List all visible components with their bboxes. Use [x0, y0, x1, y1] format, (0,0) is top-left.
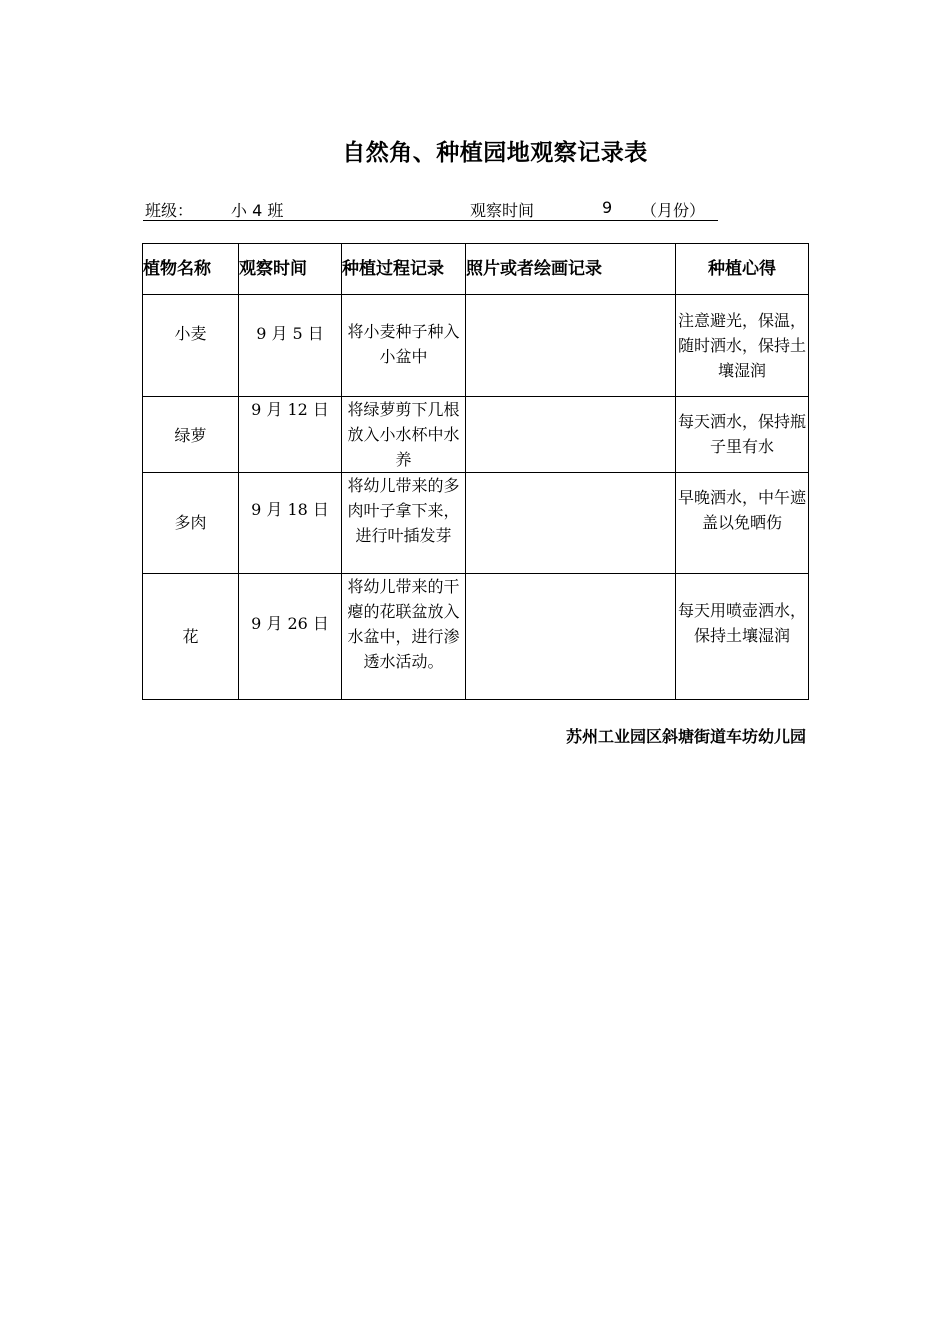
- header-photo-record: 照片或者绘画记录: [466, 244, 676, 295]
- cell-plant: 绿萝: [143, 397, 239, 473]
- cell-photo: [466, 397, 676, 473]
- table-row: [143, 295, 809, 397]
- observation-time-label: 观察时间: [470, 201, 535, 220]
- class-value: 小 4 班: [231, 201, 284, 220]
- cell-plant: 小麦: [143, 295, 239, 397]
- cell-photo: [466, 574, 676, 700]
- cell-date: 9 月 18 日: [239, 473, 342, 574]
- header-notes: 种植心得: [676, 244, 809, 295]
- cell-notes: 每天用喷壶洒水，保持土壤湿润: [676, 574, 809, 700]
- cell-process: 将小麦种子种入小盆中: [342, 295, 466, 397]
- cell-notes: 早晚洒水，中午遮盖以免晒伤: [676, 473, 809, 574]
- table-row: [143, 473, 809, 574]
- header-plant-name: 植物名称: [143, 244, 239, 295]
- cell-notes: 每天洒水，保持瓶子里有水: [676, 397, 809, 473]
- month-value: 9: [602, 198, 613, 217]
- header-observation-time: 观察时间: [239, 244, 342, 295]
- class-label: 班级：: [145, 201, 194, 220]
- cell-photo: [466, 295, 676, 397]
- kindergarten-name: 苏州工业园区斜塘街道车坊幼儿园: [565, 727, 806, 746]
- cell-plant: 花: [143, 574, 239, 700]
- cell-date: 9 月 12 日: [239, 397, 342, 473]
- observation-table: [142, 243, 809, 700]
- class-info-line: [143, 196, 718, 221]
- cell-notes: 注意避光，保温，随时洒水，保持土壤湿润: [676, 295, 809, 397]
- header-process-record: 种植过程记录: [342, 244, 466, 295]
- cell-process: 将幼儿带来的干瘪的花联盆放入水盆中，进行渗透水活动。: [342, 574, 466, 700]
- cell-date: 9 月 26 日: [239, 574, 342, 700]
- table-header-row: [143, 244, 809, 295]
- cell-process: 将幼儿带来的多肉叶子拿下来，进行叶插发芽: [342, 473, 466, 574]
- table-row: [143, 574, 809, 700]
- cell-plant: 多肉: [143, 473, 239, 574]
- cell-date: 9 月 5 日: [239, 295, 342, 397]
- table-row: [143, 397, 809, 473]
- document-title: 自然角、种植园地观察记录表: [342, 140, 648, 166]
- cell-photo: [466, 473, 676, 574]
- cell-process: 将绿萝剪下几根放入小水杯中水养: [342, 397, 466, 473]
- month-unit: （月份）: [641, 201, 706, 220]
